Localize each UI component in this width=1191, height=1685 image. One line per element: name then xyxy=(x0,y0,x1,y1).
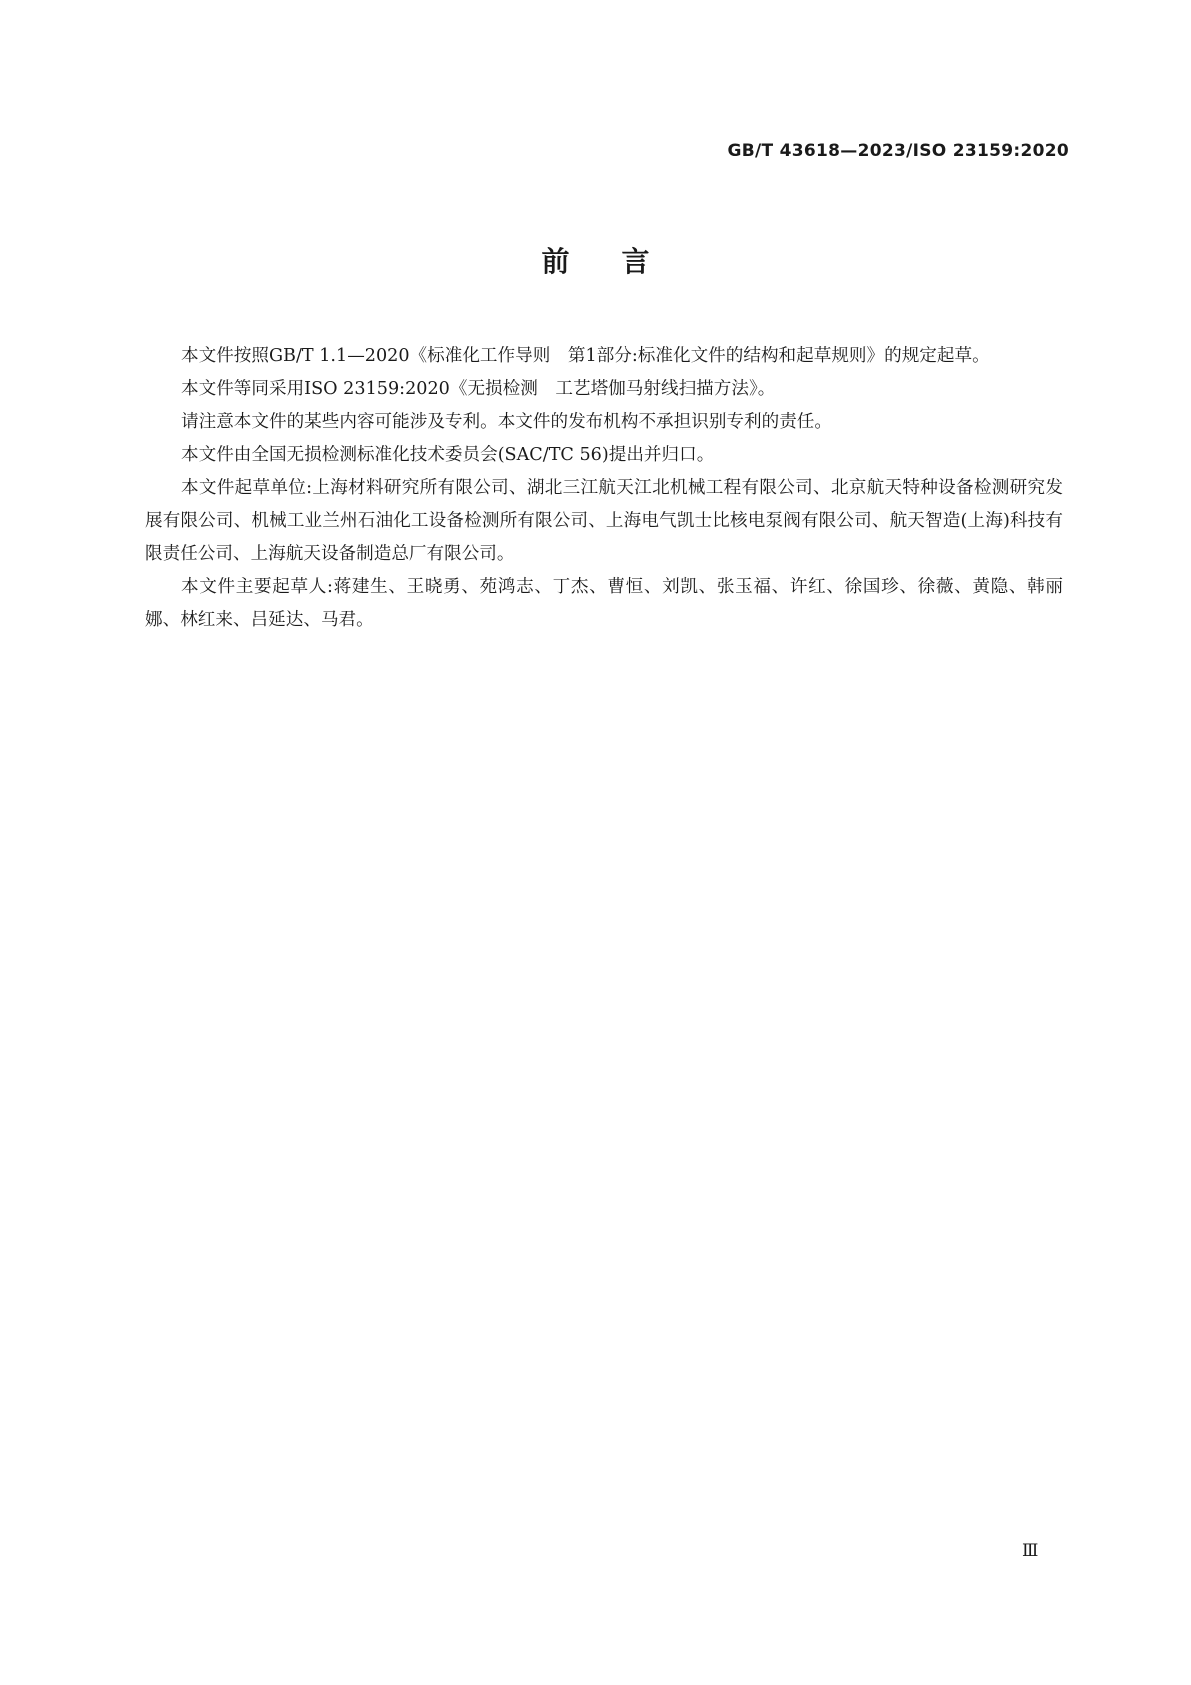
paragraph-proposing-body: 本文件由全国无损检测标准化技术委员会(SAC/TC 56)提出并归口。 xyxy=(181,445,715,465)
page-title: 前言 xyxy=(541,245,702,278)
paragraph-main-drafters: 本文件主要起草人:蒋建生、王晓勇、苑鸿志、丁杰、曹恒、刘凯、张玉福、许红、徐国珍、徐薇、黄隐、韩丽娜、林红来、吕延达、马君。 xyxy=(145,577,1063,630)
document-code: GB/T 43618—2023/ISO 23159:2020 xyxy=(727,141,1069,161)
paragraph-equivalent-adoption: 本文件等同采用ISO 23159:2020《无损检测 工艺塔伽马射线扫描方法》。 xyxy=(181,379,776,399)
paragraph-patent-notice: 请注意本文件的某些内容可能涉及专利。本文件的发布机构不承担识别专利的责任。 xyxy=(181,412,832,432)
paragraph-drafting-organizations: 本文件起草单位:上海材料研究所有限公司、湖北三江航天江北机械工程有限公司、北京航天特种设备检测研究发展有限公司、机械工业兰州石油化工设备检测所有限公司、上海电气凯士比核电泵阀有限公司、航天智造(上海)科技有限责任公司、上海航天设备制造总厂有限公司。 xyxy=(145,478,1063,564)
page-number: Ⅲ xyxy=(1022,1541,1039,1561)
foreword-body xyxy=(145,340,1063,637)
paragraph-drafting-rules: 本文件按照GB/T 1.1—2020《标准化工作导则 第1部分:标准化文件的结构和起草规则》的规定起草。 xyxy=(181,346,990,366)
